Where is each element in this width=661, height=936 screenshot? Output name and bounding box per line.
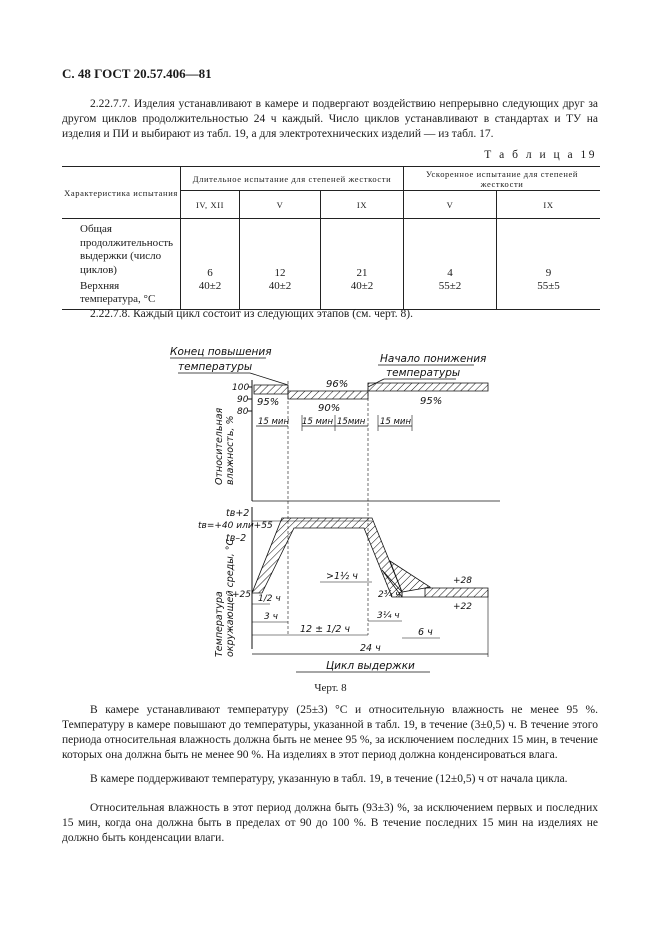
table-degree: IV, XII (181, 191, 240, 219)
table-row-label: Верхняя температура, °С (62, 280, 181, 310)
label-start-fall-1: Начало понижения (380, 353, 487, 365)
dur-3-25: 3¼ ч (377, 611, 400, 621)
paragraph-b: В камере поддерживают температуру, указанную в табл. 19, в течение (12±0,5) ч от начала цикла. (90, 773, 568, 785)
dur-gt-1-5: >1½ ч (326, 571, 358, 582)
dur-0-5: 1/2 ч (258, 594, 281, 604)
table-row-label: Общая продолжительность выдержки (число циклов) (80, 223, 174, 276)
temp-axis-label-1: Температура (214, 591, 225, 657)
hum-tick-80: 80 (237, 407, 249, 417)
table-caption: Т а б л и ц а 19 (484, 149, 597, 161)
hum-tick-100: 100 (232, 383, 250, 393)
table-degree: IX (497, 191, 601, 219)
dur-6: 6 ч (418, 627, 433, 638)
table-cell: 4 (404, 219, 497, 280)
min15-c: 15мин (337, 417, 366, 427)
table-cell: 55±5 (497, 280, 601, 310)
hum-tick-90: 90 (237, 395, 249, 405)
table-cell: 55±2 (404, 280, 497, 310)
hum-96: 96% (326, 379, 349, 390)
hum-90b: 90% (318, 403, 341, 414)
dur-3: 3 ч (264, 612, 278, 622)
table-19 (62, 166, 600, 310)
temp-tb-plus2: tв+2 (226, 508, 250, 519)
table-cell: 12 (240, 219, 321, 280)
temp-tb-main: tв=+40 или+55 (198, 521, 273, 531)
hum-axis-label-1: Относительная (214, 407, 225, 485)
figure-caption: Черт. 8 (314, 682, 347, 694)
temp-plus28: +28 (453, 576, 472, 586)
label-end-rise-1: Конец повышения (170, 346, 272, 358)
dur-2-75: 2¾ ч (378, 590, 401, 600)
paragraph-c: Относительная влажность в этот период должна быть (93±3) %, за исключением первых и последних 15 мин, когда она должна быть в пределах от 90 до 100 %. В течение последних 15 мин на изделиях не должно быть конденсации влаги. (62, 802, 598, 844)
label-start-fall-2: температуры (386, 367, 461, 379)
paragraph-a: В камере устанавливают температуру (25±3) °С и относительную влажность не менее 95 %. Температуру в камере повышают до температуры, указанной в табл. 19, в течение (3±0,5) ч. В течение этого периода относительная влажность должна быть не менее 95 %, за исключением последних 15 мин, в течение которых она должна быть не менее 90 %. На изделиях в этот период должна конденсироваться влага. (62, 704, 598, 761)
table-cell: 40±2 (321, 280, 404, 310)
paragraph-2-22-7-7: 2.22.7.7. Изделия устанавливают в камере и подвергают воздействию непрерывно следующих друг за другом циклов продолжительностью 24 ч каждый. Число циклов устанавливают в стандартах и ТУ на изделия и ПИ и выбирают из табл. 19, а для электротехнических изделий — из табл. 17. (62, 98, 598, 140)
table-cell: 21 (321, 219, 404, 280)
temp-plus22: +22 (453, 602, 472, 612)
temp-axis-label-2: окружающей среды, °С (225, 538, 236, 657)
dur-24: 24 ч (360, 643, 381, 654)
figure-8-diagram (0, 335, 661, 675)
min15-b: 15 мин (302, 417, 334, 427)
min15-d: 15 мин (380, 417, 412, 427)
hum-axis-label-2: влажность, % (225, 415, 236, 485)
paragraph-2-22-7-8: 2.22.7.8. Каждый цикл состоит из следующих этапов (см. черт. 8). (90, 308, 414, 320)
table-col-characteristic: Характеристика испытания (62, 167, 181, 219)
hum-95b: 95% (420, 396, 443, 407)
table-cell: 6 (181, 219, 240, 280)
cycle-label: Цикл выдержки (326, 660, 415, 672)
label-end-rise-2: температуры (178, 361, 253, 373)
table-degree: V (240, 191, 321, 219)
dur-12: 12 ± 1/2 ч (300, 624, 351, 635)
temp-tb-minus2: tв–2 (226, 533, 247, 544)
temp-plus25: +25 (232, 590, 251, 600)
min15-a: 15 мин (258, 417, 290, 427)
table-cell: 9 (497, 219, 601, 280)
table-group-long: Длительное испытание для степеней жесткости (181, 167, 404, 191)
table-cell: 40±2 (240, 280, 321, 310)
hum-95a: 95% (257, 397, 280, 408)
table-degree: V (404, 191, 497, 219)
table-group-fast: Ускоренное испытание для степеней жесткости (404, 167, 601, 191)
table-degree: IX (321, 191, 404, 219)
table-cell: 40±2 (181, 280, 240, 310)
page-header: С. 48 ГОСТ 20.57.406—81 (62, 66, 212, 81)
